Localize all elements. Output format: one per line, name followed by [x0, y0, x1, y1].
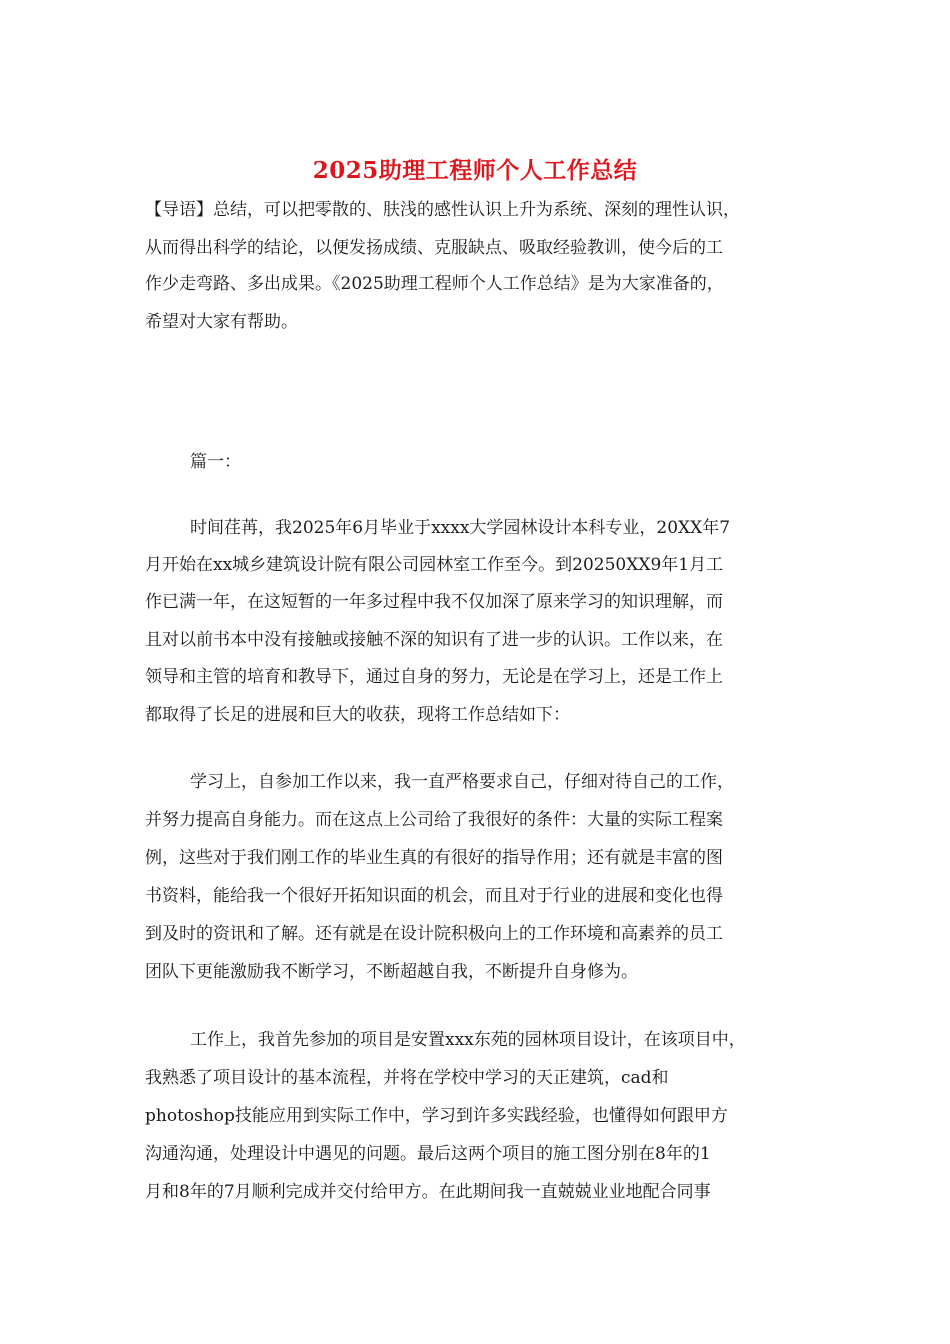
document-title: 2025助理工程师个人工作总结 — [312, 157, 638, 184]
paragraph-line: photoshop技能应用到实际工作中，学习到许多实践经验，也懂得如何跟甲方 — [145, 1106, 728, 1126]
paragraph-line: 并努力提高自身能力。而在这点上公司给了我很好的条件：大量的实际工程案 — [145, 810, 723, 830]
intro-line: 【导语】总结，可以把零散的、肤浅的感性认识上升为系统、深刻的理性认识， — [145, 200, 740, 220]
paragraph-line: 作已满一年，在这短暂的一年多过程中我不仅加深了原来学习的知识理解，而 — [145, 592, 723, 612]
paragraph-line: 月开始在xx城乡建筑设计院有限公司园林室工作至今。到20250XX9年1月工 — [145, 555, 724, 575]
paragraph-line: 都取得了长足的进展和巨大的收获，现将工作总结如下： — [145, 705, 570, 725]
intro-line: 希望对大家有帮助。 — [145, 312, 298, 332]
paragraph-line: 学习上，自参加工作以来，我一直严格要求自己，仔细对待自己的工作， — [190, 772, 734, 792]
paragraph-line: 沟通沟通，处理设计中遇见的问题。最后这两个项目的施工图分别在8年的1 — [145, 1144, 711, 1164]
paragraph-line: 且对以前书本中没有接触或接触不深的知识有了进一步的认识。工作以来，在 — [145, 630, 723, 650]
intro-line: 从而得出科学的结论，以便发扬成绩、克服缺点、吸取经验教训，使今后的工 — [145, 238, 723, 258]
paragraph-line: 工作上，我首先参加的项目是安置xxx东苑的园林项目设计，在该项目中， — [190, 1030, 746, 1050]
paragraph-line: 月和8年的7月顺利完成并交付给甲方。在此期间我一直兢兢业业地配合同事 — [145, 1182, 711, 1202]
section-heading: 篇一： — [190, 452, 241, 472]
paragraph-line: 领导和主管的培育和教导下，通过自身的努力，无论是在学习上，还是工作上 — [145, 667, 723, 687]
paragraph-line: 例，这些对于我们刚工作的毕业生真的有很好的指导作用；还有就是丰富的图 — [145, 848, 723, 868]
paragraph-line: 到及时的资讯和了解。还有就是在设计院积极向上的工作环境和高素养的员工 — [145, 924, 723, 944]
paragraph-line: 时间荏苒，我2025年6月毕业于xxxx大学园林设计本科专业，20XX年7 — [190, 518, 731, 538]
intro-line: 作少走弯路、多出成果。《2025助理工程师个人工作总结》是为大家准备的， — [145, 274, 724, 294]
paragraph-line: 团队下更能激励我不断学习，不断超越自我，不断提升自身修为。 — [145, 962, 638, 982]
paragraph-line: 我熟悉了项目设计的基本流程，并将在学校中学习的天正建筑，cad和 — [145, 1068, 669, 1088]
paragraph-line: 书资料，能给我一个很好开拓知识面的机会，而且对于行业的进展和变化也得 — [145, 886, 723, 906]
